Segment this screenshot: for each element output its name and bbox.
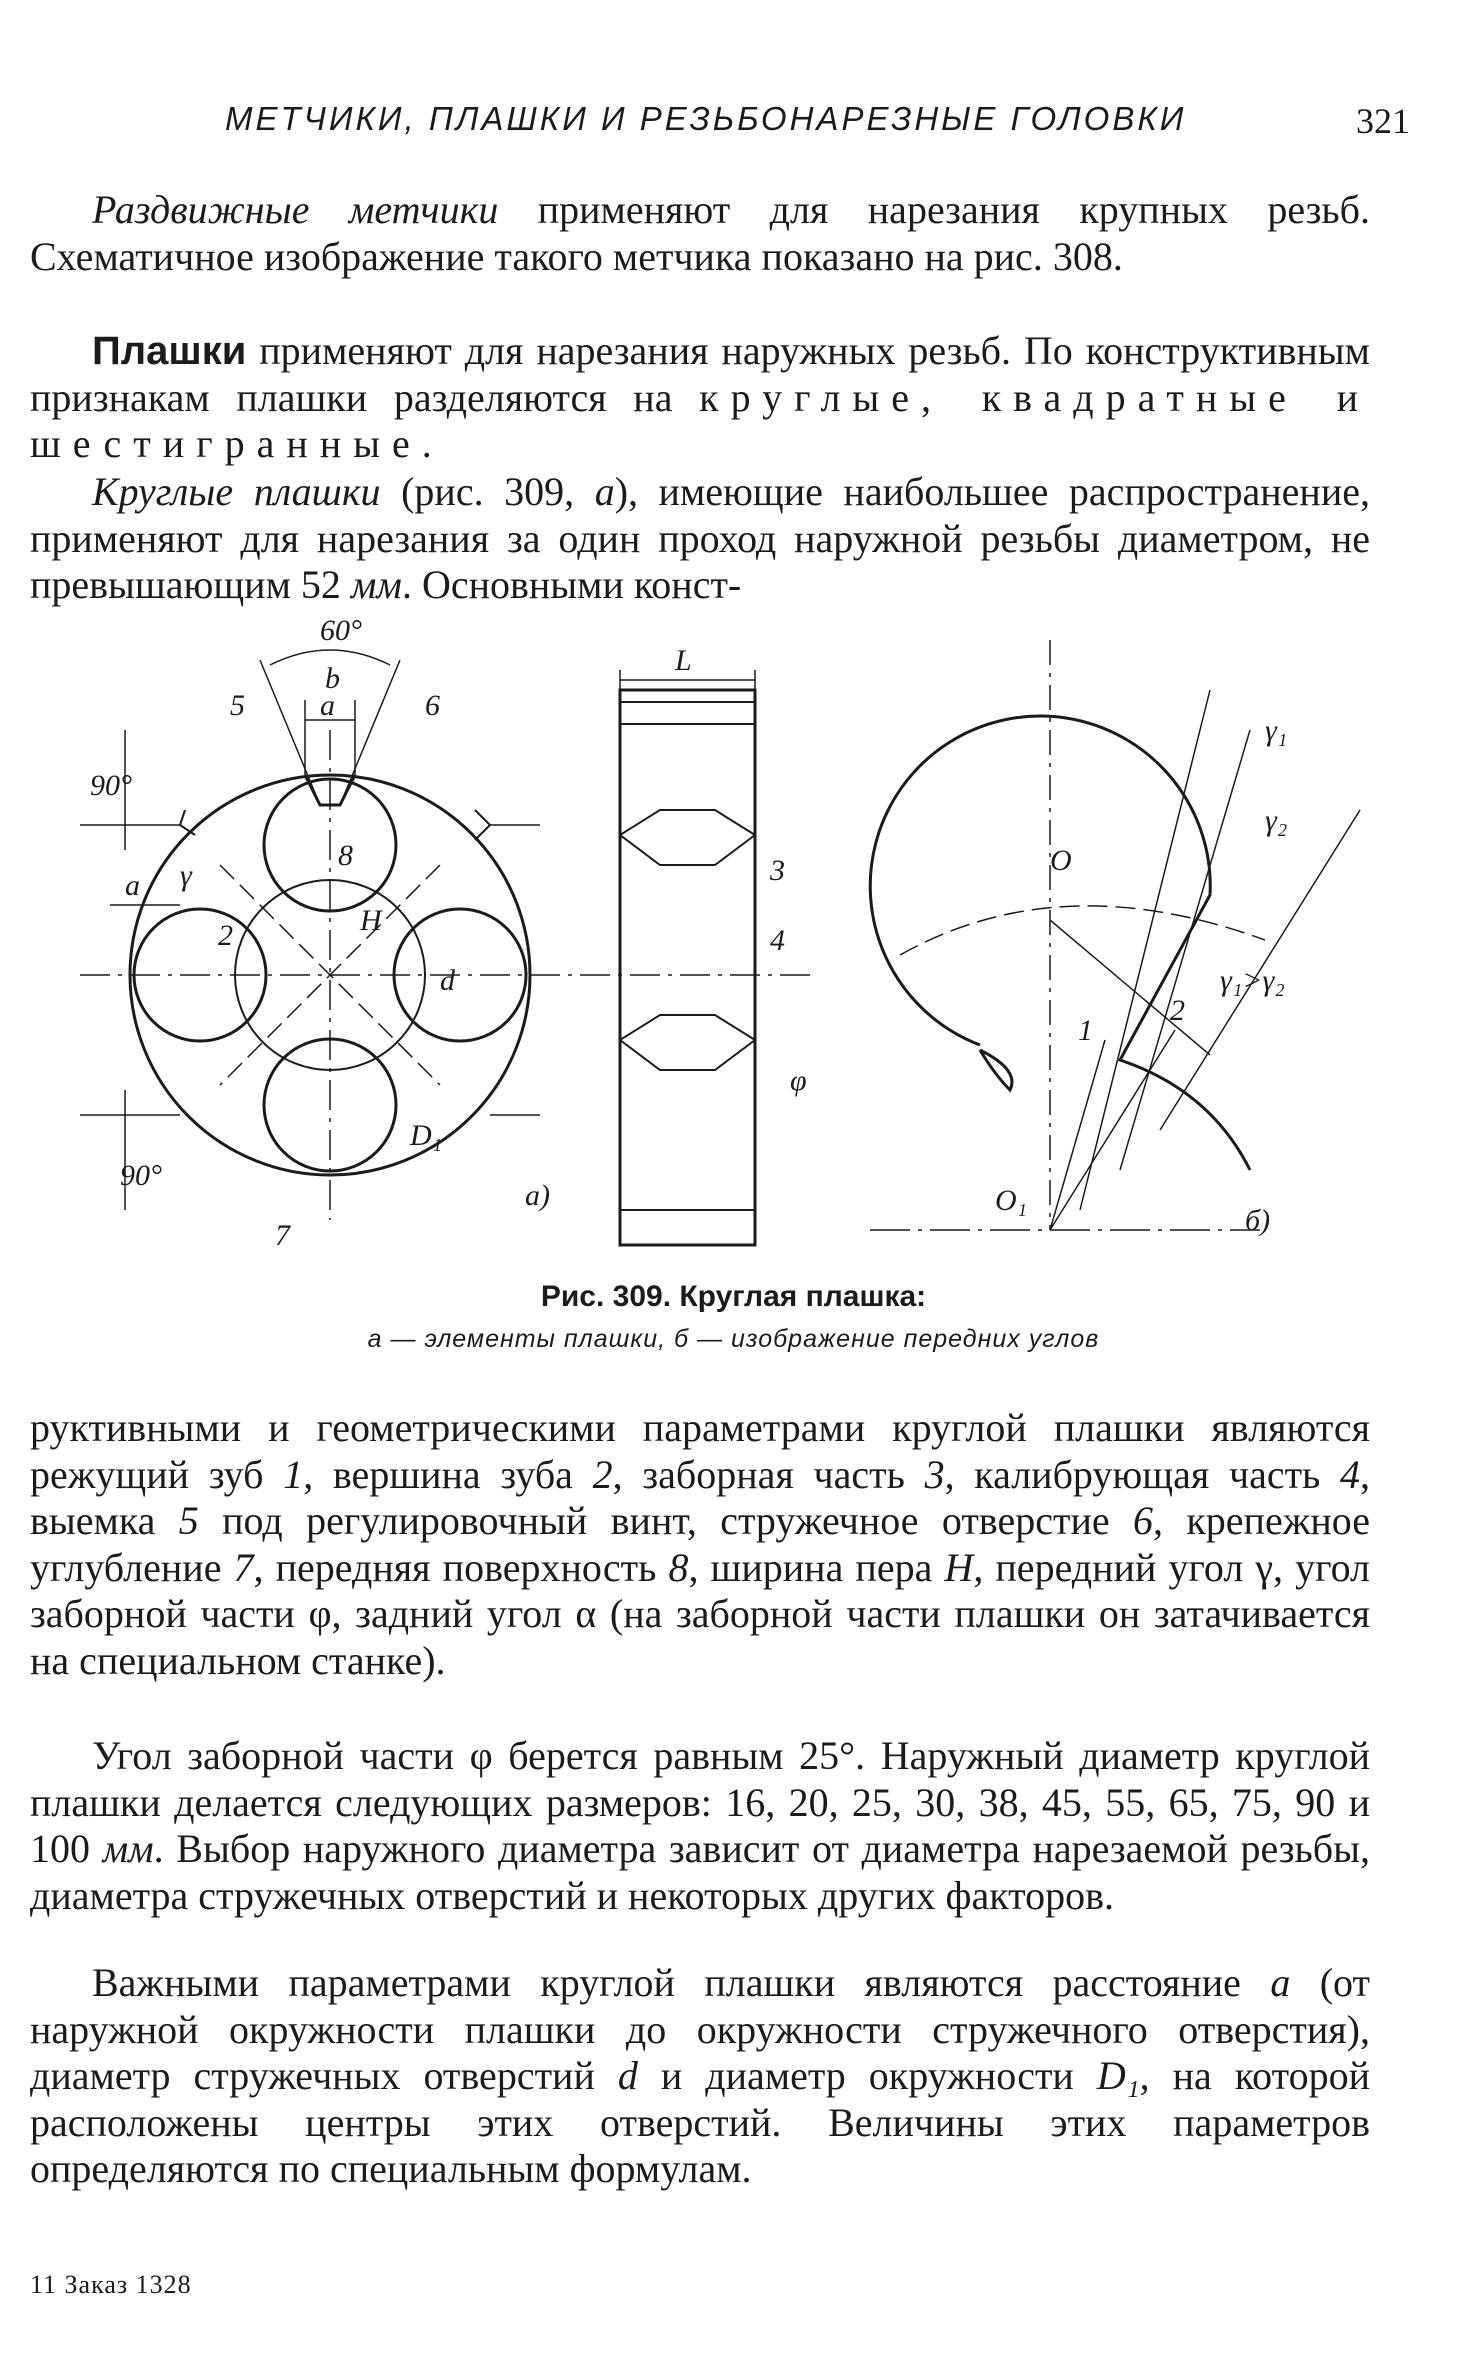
label-gamma2: γ₂ [1265,804,1288,837]
figure-309 [20,610,1380,1270]
label-L: L [675,644,692,677]
die-contour-b [870,716,1250,1170]
term-round-dies: Круглые плашки [92,469,381,514]
side-chamfer-top [620,810,755,865]
label-90-bottom: 90° [120,1159,162,1192]
label-a-left: a [125,869,140,902]
label-2-a: 2 [218,919,233,952]
label-sub-b: б) [1245,1204,1271,1237]
figure-caption-subtitle: а — элементы плашки, б — изображение передних углов [367,1325,1100,1353]
side-hatch-top [620,702,755,724]
page-number: 321 [1356,101,1410,141]
label-D1: D₁ [410,1119,443,1152]
running-head [30,100,1410,160]
label-90-top: 90° [90,769,132,802]
label-gamma1: γ₁ [1265,714,1288,747]
label-5: 5 [230,689,245,722]
side-hatch-bottom [620,1210,755,1245]
label-4: 4 [770,924,785,957]
figure-caption-title: Рис. 309. Круглая плашка: [540,1280,927,1313]
label-b: b [325,662,340,695]
label-60deg: 60° [320,614,362,647]
label-gamma-compare: γ₁>γ₂ [1220,964,1285,997]
paragraph-parameters: руктивными и геометрическими параметрами круглой плашки являются режущий зуб 1, вершина зуба 2, заборная часть 3, калибрующая часть 4, выемка 5 под регулировочный винт, стружечное отверстие 6, крепежное углубление 7, передняя поверхность 8, ширина пера H, передний угол γ, угол заборной части φ, задний угол α (на заборной части плашки он затачивается на специальном станке). [30,1405,1371,1683]
ray-1 [1050,1040,1105,1230]
label-8: 8 [338,839,353,872]
paragraph-chamfer-angle: Угол заборной части φ берется равным 25°. Наружный диаметр круглой плашки делается следующих размеров: 16, 20, 25, 30, 38, 45, 55, 65, 75, 90 и 100 мм. Выбор наружного диаметра зависит от диаметра нарезаемой резьбы, диаметра стружечных отверстий и некоторых других факторов. [30,1733,1370,1918]
die-side-body [620,690,755,1245]
paragraph-round-dies: Круглые плашки (рис. 309, а), имеющие наибольшее распространение, применяют для нарезания за один проход наружной резьбы диаметром, не превышающим 52 мм. Основными конст- [30,469,1370,607]
label-H: H [360,904,382,937]
die-kinds: круглые, квадратные и шестигранные. [30,374,1370,466]
label-6: 6 [425,689,440,722]
label-O1: O₁ [995,1184,1028,1217]
term-dies: Плашки [92,329,247,373]
mount-recess-right [475,810,490,840]
label-gamma: γ [180,859,192,892]
ray-2 [1050,1030,1175,1230]
label-3: 3 [770,854,785,887]
label-point-2: 2 [1170,994,1185,1027]
paragraph-dies: Плашки применяют для нарезания наружных резьб. По конструктивным признакам плашки разделяются на круглые, квадратные и шестигранные. [30,328,1370,466]
label-a-top: a [320,689,335,722]
label-d: d [440,964,455,997]
paragraph-important-params: Важными параметрами круглой плашки являются расстояние a (от наружной окружности плашки до окружности стружечного отверстия), диаметр стружечных отверстий d и диаметр окружности D₁, на которой расположены центры этих отверстий. Величины этих параметров определяются по специальным формулам. [30,1960,1370,2191]
running-title: МЕТЧИКИ, ПЛАШКИ И РЕЗЬБОНАРЕЗНЫЕ ГОЛОВКИ [225,100,1187,137]
side-chamfer-bottom [620,1015,755,1070]
label-point-1: 1 [1078,1014,1093,1047]
term-split-taps: Раздвижные метчики [92,187,499,232]
label-phi: φ [790,1064,807,1097]
paragraph-split-taps: Раздвижные метчики применяют для нарезания крупных резьб. Схематичное изображение такого метчика показано на рис. 308. [30,187,1370,279]
label-7: 7 [275,1219,290,1252]
label-sub-a: а) [525,1179,550,1212]
print-order-footer: 11 Заказ 1328 [30,2270,192,2299]
label-O: O [1050,844,1072,877]
